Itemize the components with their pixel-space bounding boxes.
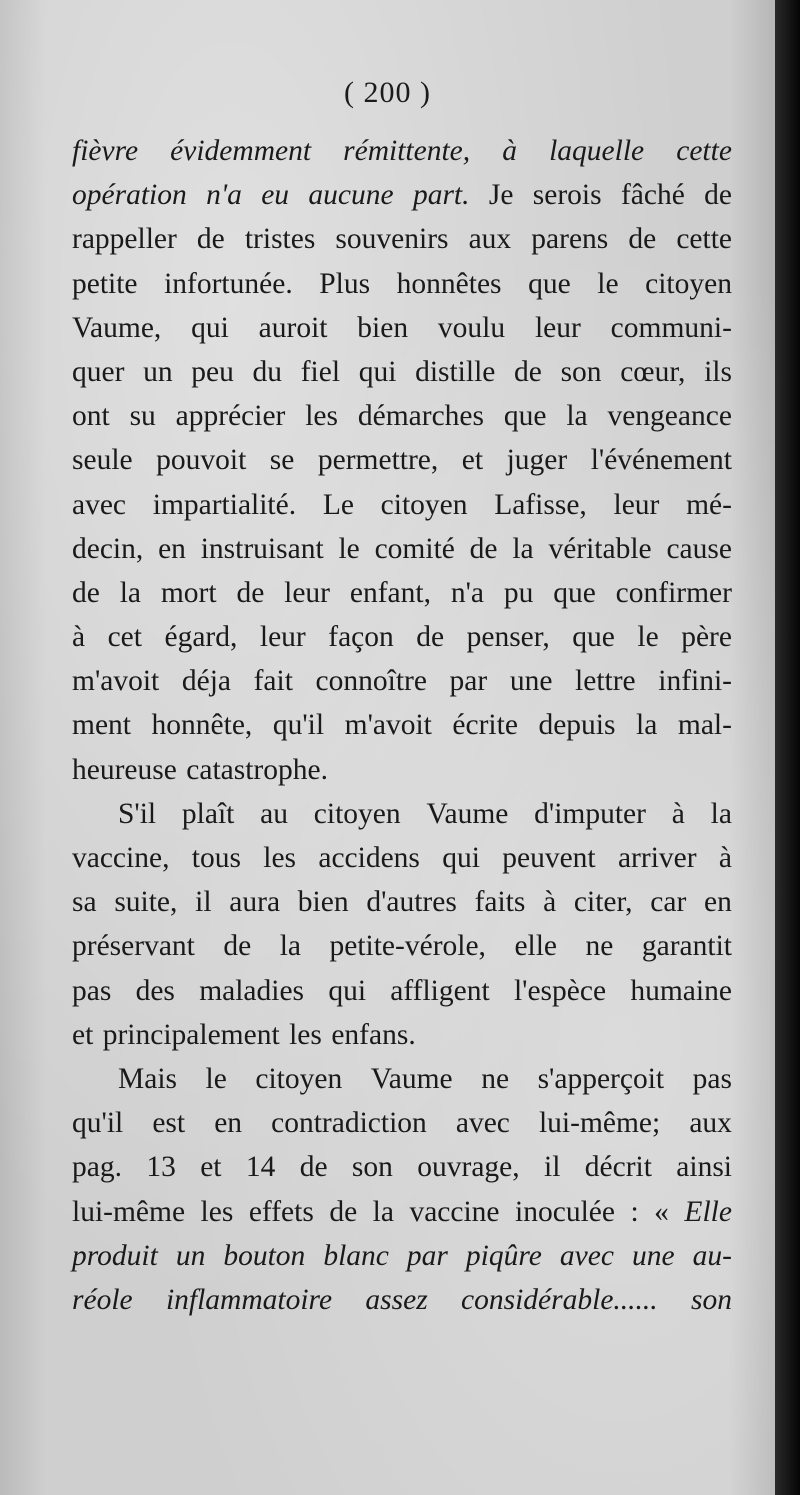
word: Vaume	[426, 797, 509, 830]
text-line	[72, 571, 732, 615]
word: écrite	[452, 709, 518, 742]
word: un	[175, 1239, 206, 1272]
word: le	[597, 267, 619, 300]
text-line	[72, 1145, 732, 1189]
word: un	[143, 355, 173, 388]
text-line	[72, 483, 732, 527]
word: auroit	[258, 311, 328, 344]
word: qui	[442, 842, 480, 874]
text-line	[72, 1190, 732, 1234]
word: bouton	[223, 1239, 306, 1272]
word: suite,	[114, 886, 178, 919]
word: affligent	[390, 974, 490, 1007]
text-line	[72, 394, 732, 438]
word: Vaume,	[72, 311, 162, 344]
word: bien	[357, 311, 409, 344]
word: leur	[259, 621, 306, 654]
word: rappeller	[72, 223, 177, 256]
word: effets	[248, 1195, 314, 1228]
word: son	[691, 1283, 732, 1316]
text-line	[72, 350, 732, 394]
word: tous	[191, 842, 241, 874]
word: Mais	[118, 1062, 177, 1095]
word: enfant,	[349, 576, 431, 609]
word: leur	[613, 488, 660, 521]
word: fièvre	[72, 135, 139, 167]
word: en	[704, 886, 732, 919]
word: m'avoit	[344, 709, 432, 742]
word: à	[718, 842, 732, 874]
word: arriver	[617, 842, 697, 874]
word: confirmer	[615, 576, 732, 609]
word: par	[449, 665, 488, 698]
word: vaccine,	[72, 842, 170, 874]
word: et	[200, 1151, 222, 1184]
body-text	[72, 129, 732, 1322]
word: aux	[689, 1107, 732, 1140]
text-line	[72, 924, 732, 968]
word: 14	[245, 1151, 276, 1184]
word: Elle	[684, 1195, 732, 1228]
word: ils	[704, 355, 732, 388]
word: par	[406, 1239, 448, 1272]
word: du	[252, 355, 283, 388]
word: 13	[146, 1151, 176, 1184]
word: maladies	[199, 974, 305, 1007]
word: décrit	[584, 1151, 652, 1184]
word: de	[236, 576, 265, 609]
word: Plus	[319, 267, 371, 300]
word: assez	[365, 1283, 428, 1316]
text-line	[72, 836, 732, 880]
word: cet	[107, 621, 142, 654]
word: au	[260, 797, 288, 830]
word: de	[628, 223, 657, 256]
word: fâché	[620, 179, 685, 212]
word: que	[528, 267, 571, 300]
word: quer	[72, 355, 125, 388]
word: catastrophe.	[186, 753, 328, 786]
text-line	[72, 659, 732, 703]
word: et	[461, 444, 484, 477]
word: de	[704, 179, 732, 212]
word: instruisant	[200, 532, 324, 565]
word: en	[158, 532, 186, 565]
word: rémittente,	[343, 135, 471, 167]
word: «	[654, 1195, 669, 1228]
word: Je	[488, 179, 514, 212]
word: honnêtes	[396, 267, 502, 300]
word: n'a	[450, 576, 484, 609]
word: s'apperçoit	[537, 1062, 665, 1095]
word: car	[650, 886, 687, 919]
word: aucune	[308, 179, 394, 212]
word: démarches	[357, 400, 484, 433]
word: cause	[666, 532, 732, 565]
word: lui-même;	[538, 1107, 661, 1140]
word: principalement	[102, 1018, 280, 1051]
word: penser,	[466, 621, 550, 654]
word: infini-	[658, 665, 732, 698]
word: est	[152, 1107, 186, 1140]
word: déja	[181, 665, 231, 698]
word: de	[469, 532, 498, 565]
word: n'a	[206, 179, 242, 212]
word: eu	[261, 179, 290, 212]
word: une	[631, 1239, 675, 1272]
word: :	[630, 1195, 639, 1228]
word: cœur,	[620, 355, 686, 388]
word: aux	[468, 223, 512, 256]
text-line	[72, 173, 732, 217]
word: seule	[72, 444, 133, 477]
word: depuis	[538, 709, 616, 742]
word: qu'il	[72, 1107, 124, 1140]
word: ouvrage,	[417, 1151, 520, 1184]
word: cette	[676, 135, 732, 167]
text-line	[72, 306, 732, 350]
word: Lafisse,	[494, 488, 587, 521]
word: decin,	[72, 532, 144, 565]
word: faits	[474, 886, 526, 919]
text-line	[72, 129, 732, 173]
word: le	[637, 621, 659, 654]
text-line	[72, 703, 732, 747]
word: heureuse	[72, 753, 177, 786]
word: bien	[297, 886, 349, 919]
text-line	[72, 262, 732, 306]
word: qui	[191, 311, 229, 344]
word: à	[671, 797, 685, 830]
word: ainsi	[676, 1151, 732, 1184]
word: véritable	[548, 532, 652, 565]
word: vengeance	[607, 400, 732, 433]
word: su	[129, 400, 156, 433]
word: tristes	[244, 223, 316, 256]
word: pas	[692, 1062, 732, 1095]
word: mort	[160, 576, 217, 609]
word: que	[553, 576, 596, 609]
word: que	[572, 621, 615, 654]
page-number-header: ( 200 )	[344, 76, 431, 109]
word: comité	[374, 532, 455, 565]
word: distille	[415, 355, 496, 388]
word: la	[119, 576, 141, 609]
text-line	[72, 527, 732, 571]
word: père	[681, 621, 732, 654]
text-line	[72, 438, 732, 482]
word: serois	[532, 179, 602, 212]
word: m'avoit	[72, 665, 160, 698]
word: Vaume	[370, 1062, 453, 1095]
word: les	[289, 1018, 322, 1051]
word: cette	[676, 223, 732, 256]
word: apprécier	[175, 400, 286, 433]
word: fait	[253, 665, 293, 698]
word: son	[560, 355, 602, 388]
word: enfans.	[331, 1018, 416, 1051]
word: son	[351, 1151, 393, 1184]
word: citer,	[573, 886, 633, 919]
word: lettre	[575, 665, 636, 698]
word: en	[214, 1107, 243, 1140]
word: les	[305, 400, 339, 433]
word: connoître	[315, 665, 427, 698]
word: de	[299, 1151, 328, 1184]
word: de	[72, 576, 100, 609]
word: citoyen	[645, 267, 732, 300]
word: considérable......	[461, 1283, 658, 1316]
word: peuvent	[502, 842, 596, 874]
word: leur	[284, 576, 331, 609]
word: opération	[72, 179, 187, 212]
word: citoyen	[255, 1062, 343, 1095]
word: accidens	[318, 842, 420, 874]
word: au-	[692, 1239, 732, 1272]
word: elle	[514, 930, 558, 963]
word: de	[514, 355, 542, 388]
word: impartialité.	[152, 488, 297, 521]
word: évidemment	[170, 135, 312, 167]
word: parens	[531, 223, 609, 256]
word: S'il	[118, 797, 157, 830]
word: humaine	[630, 974, 732, 1007]
word: pu	[503, 576, 534, 609]
word: préservant	[72, 930, 195, 963]
word: pas	[72, 974, 112, 1007]
word: garantit	[641, 930, 732, 963]
word: blanc	[323, 1239, 389, 1272]
word: d'imputer	[534, 797, 646, 830]
word: communi-	[610, 311, 732, 344]
word: ment	[72, 709, 131, 742]
word: Le	[322, 488, 354, 521]
word: souvenirs	[335, 223, 449, 256]
word: produit	[72, 1239, 158, 1272]
text-line	[72, 880, 732, 924]
word: l'espèce	[513, 974, 607, 1007]
word: la	[512, 532, 534, 565]
word: il	[195, 886, 212, 919]
word: aura	[229, 886, 281, 919]
text-line	[72, 1057, 732, 1101]
word: se	[269, 444, 295, 477]
word: réole	[72, 1283, 133, 1316]
word: permettre,	[317, 444, 439, 477]
word: voulu	[437, 311, 506, 344]
word: que	[503, 400, 547, 433]
binding-edge	[775, 0, 800, 1495]
word: une	[509, 665, 553, 698]
word: citoyen	[313, 797, 401, 830]
word: de	[329, 1195, 358, 1228]
word: pag.	[72, 1151, 122, 1184]
word: et	[72, 1018, 94, 1051]
text-line	[72, 1234, 732, 1278]
text-line	[72, 1278, 732, 1322]
word: lui-même	[72, 1195, 186, 1228]
word: avec	[72, 488, 127, 521]
word: contradiction	[271, 1107, 427, 1140]
word: inflammatoire	[165, 1283, 333, 1316]
word: pouvoit	[156, 444, 247, 477]
word: petite-vérole,	[329, 930, 486, 963]
word: ne	[481, 1062, 510, 1095]
word: à	[502, 135, 517, 167]
word: plaît	[181, 797, 235, 830]
word: citoyen	[380, 488, 468, 521]
word: part.	[412, 179, 470, 212]
word: des	[135, 974, 175, 1007]
text-line	[72, 792, 732, 836]
text-line	[72, 1101, 732, 1145]
word: laquelle	[549, 135, 645, 167]
word: mal-	[677, 709, 732, 742]
word: la	[279, 930, 301, 963]
word: le	[338, 532, 360, 565]
word: l'événement	[590, 444, 732, 477]
word: la	[636, 709, 658, 742]
word: mé-	[686, 488, 732, 521]
word: d'autres	[366, 886, 457, 919]
word: à	[543, 886, 557, 919]
word: les	[200, 1195, 234, 1228]
word: petite	[72, 267, 138, 300]
word: fiel	[300, 355, 341, 388]
word: infortunée.	[164, 267, 293, 300]
word: les	[263, 842, 297, 874]
word: de	[223, 930, 252, 963]
word: qui	[328, 974, 367, 1007]
word: qu'il	[272, 709, 325, 742]
word: de	[416, 621, 445, 654]
word: ne	[585, 930, 614, 963]
word: peu	[191, 355, 234, 388]
word: qui	[358, 355, 397, 388]
text-line	[72, 615, 732, 659]
word: façon	[328, 621, 394, 654]
word: juger	[506, 444, 568, 477]
word: sa	[72, 886, 97, 919]
word: la	[710, 797, 732, 830]
word: il	[544, 1151, 561, 1184]
word: leur	[534, 311, 581, 344]
word: piqûre	[465, 1239, 542, 1272]
text-line	[72, 217, 732, 261]
word: avec	[455, 1107, 510, 1140]
text-line	[72, 748, 732, 792]
word: vaccine	[409, 1195, 500, 1228]
word: la	[372, 1195, 394, 1228]
word: égard,	[164, 621, 238, 654]
word: le	[205, 1062, 227, 1095]
word: avec	[559, 1239, 614, 1272]
word: honnête,	[151, 709, 253, 742]
word: de	[196, 223, 225, 256]
word: ont	[72, 400, 110, 433]
word: la	[566, 400, 588, 433]
text-line	[72, 969, 732, 1013]
word: à	[72, 621, 86, 654]
word: inoculée	[515, 1195, 615, 1228]
text-line	[72, 1013, 732, 1057]
